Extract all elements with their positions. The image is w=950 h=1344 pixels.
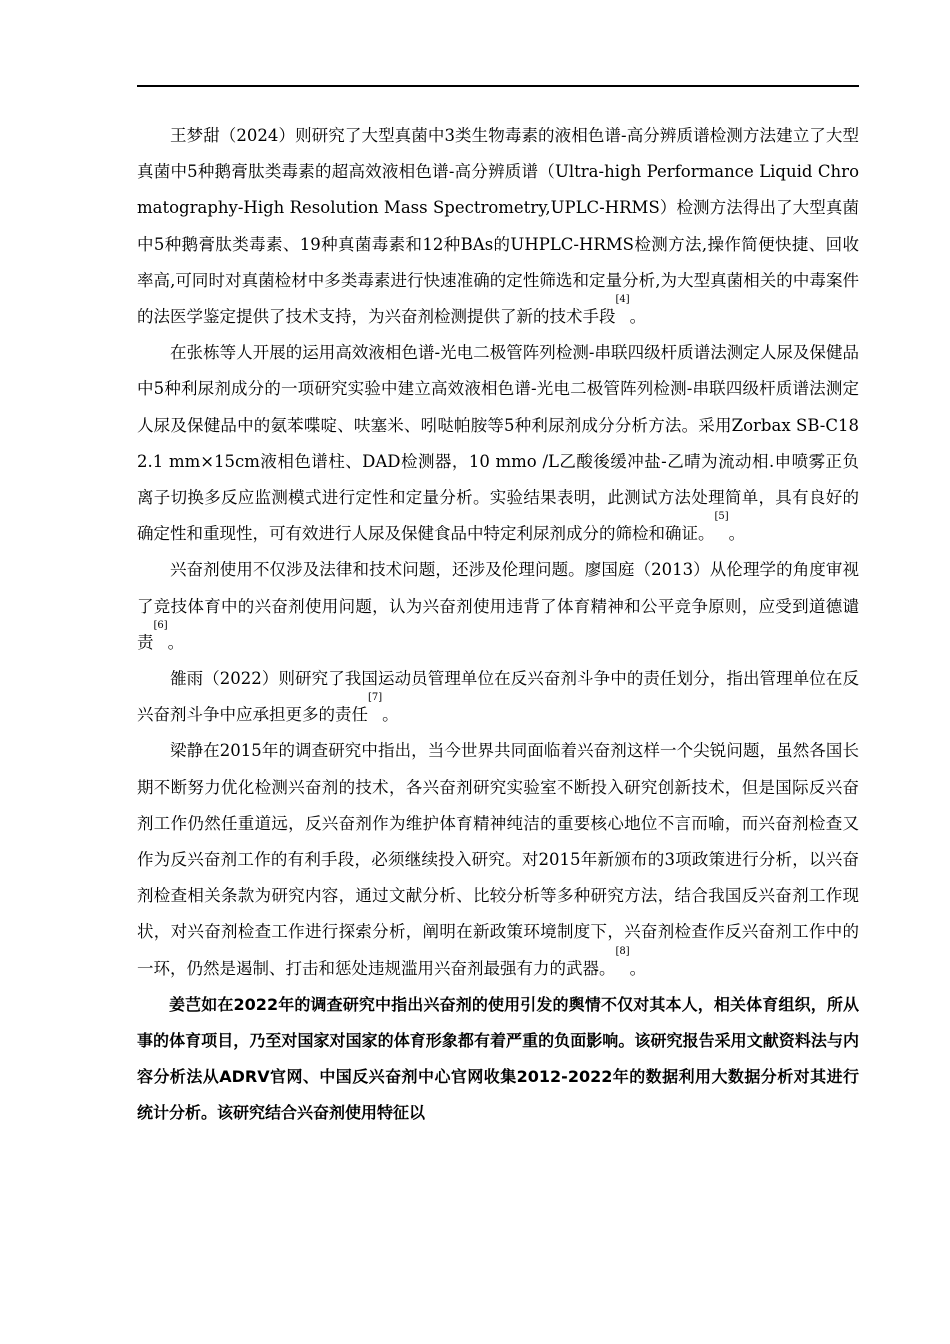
paragraph-liang-jing: 梁静在2015年的调查研究中指出，当今世界共同面临着兴奋剂这样一个尖锐问题，虽然各国长期不断努力优化检测兴奋剂的技术，各兴奋剂研究实验室不断投入研究创新技术，但是国际反兴奋剂工作仍然任重道远，反兴奋剂作为维护体育精神纯洁的重要核心地位不言而喻，而兴奋剂检查又作为反兴奋剂工作的有利手段，必须继续投入研究。对2015年新颁布的3项政策进行分析，以兴奋剂检查相关条款为研究内容，通过文献分析、比较分析等多种研究方法，结合我国反兴奋剂工作现状，对兴奋剂检查工作进行探索分析，阐明在新政策环境制度下，兴奋剂检查作反兴奋剂工作中的一环，仍然是遏制、打击和惩处违规滥用兴奋剂最强有力的武器。[8]。 xyxy=(137,741,859,978)
paragraph-liao-guoting: 兴奋剂使用不仅涉及法律和技术问题，还涉及伦理问题。廖国庭（2013）从伦理学的角度审视了竞技体育中的兴奋剂使用问题，认为兴奋剂使用违背了体育精神和公平竞争原则，应受到道德谴责[6]。 xyxy=(137,560,859,652)
paragraph-zhang-dong: 在张栋等人开展的运用高效液相色谱-光电二极管阵列检测-串联四级杆质谱法测定人尿及保健品中5种利尿剂成分的一项研究实验中建立高效液相色谱-光电二极管阵列检测-串联四级杆质谱法测定人尿及保健品中的氨苯喋啶、呋塞米、吲哒帕胺等5种利尿剂成分分析方法。采用Zorbax SB-C182.1 mm×15cm液相色谱柱、DAD检测器，10 mmo /L乙酸後缓冲盐-乙晴为流动相.申喷雾正负离子切换多反应监测模式进行定性和定量分析。实验结果表明，此测试方法处理简单，具有良好的确定性和重现性，可有效进行人尿及保健食品中特定利尿剂成分的筛检和确证。[5]。 xyxy=(137,343,859,544)
paragraph-wang-mengtian: 王梦甜（2024）则研究了大型真菌中3类生物毒素的液相色谱-高分辨质谱检测方法建立了大型真菌中5种鹅膏肽类毒素的超高效液相色谱-高分辨质谱（Ultra-high Performance Liquid Chromatography-High Resolution Mass Spectrometry,UPLC-HRMS）检测方法得出了大型真菌中5种鹅膏肽类毒素、19种真菌毒素和12种BAs的UHPLC-HRMS检测方法,操作简便快捷、回收率高,可同时对真菌检材中多类毒素进行快速准确的定性筛选和定量分析,为大型真菌相关的中毒案件的法医学鉴定提供了技术支持，为兴奋剂检测提供了新的技术手段[4]。 xyxy=(137,126,859,327)
citation-ref[interactable]: [8] xyxy=(615,945,630,957)
citation-ref[interactable]: [6] xyxy=(153,619,168,631)
citation-ref[interactable]: [5] xyxy=(714,511,729,523)
paragraph-jiang-peiru: 姜芑如在2022年的调查研究中指出兴奋剂的使用引发的舆情不仅对其本人，相关体育组织，所从事的体育项目，乃至对国家对国家的体育形象都有着严重的负面影响。该研究报告采用文献资料法与内容分析法从ADRV官网、中国反兴奋剂中心官网收集2012-2022年的数据利用大数据分析对其进行统计分析。该研究结合兴奋剂使用特征以 xyxy=(137,994,859,1123)
citation-ref[interactable]: [4] xyxy=(615,294,630,306)
paragraph-luo-yu: 雒雨（2022）则研究了我国运动员管理单位在反兴奋剂斗争中的责任划分，指出管理单位在反兴奋剂斗争中应承担更多的责任[7]。 xyxy=(137,669,859,725)
body-text xyxy=(137,118,859,1132)
header-rule xyxy=(137,85,859,87)
citation-ref[interactable]: [7] xyxy=(368,692,383,704)
